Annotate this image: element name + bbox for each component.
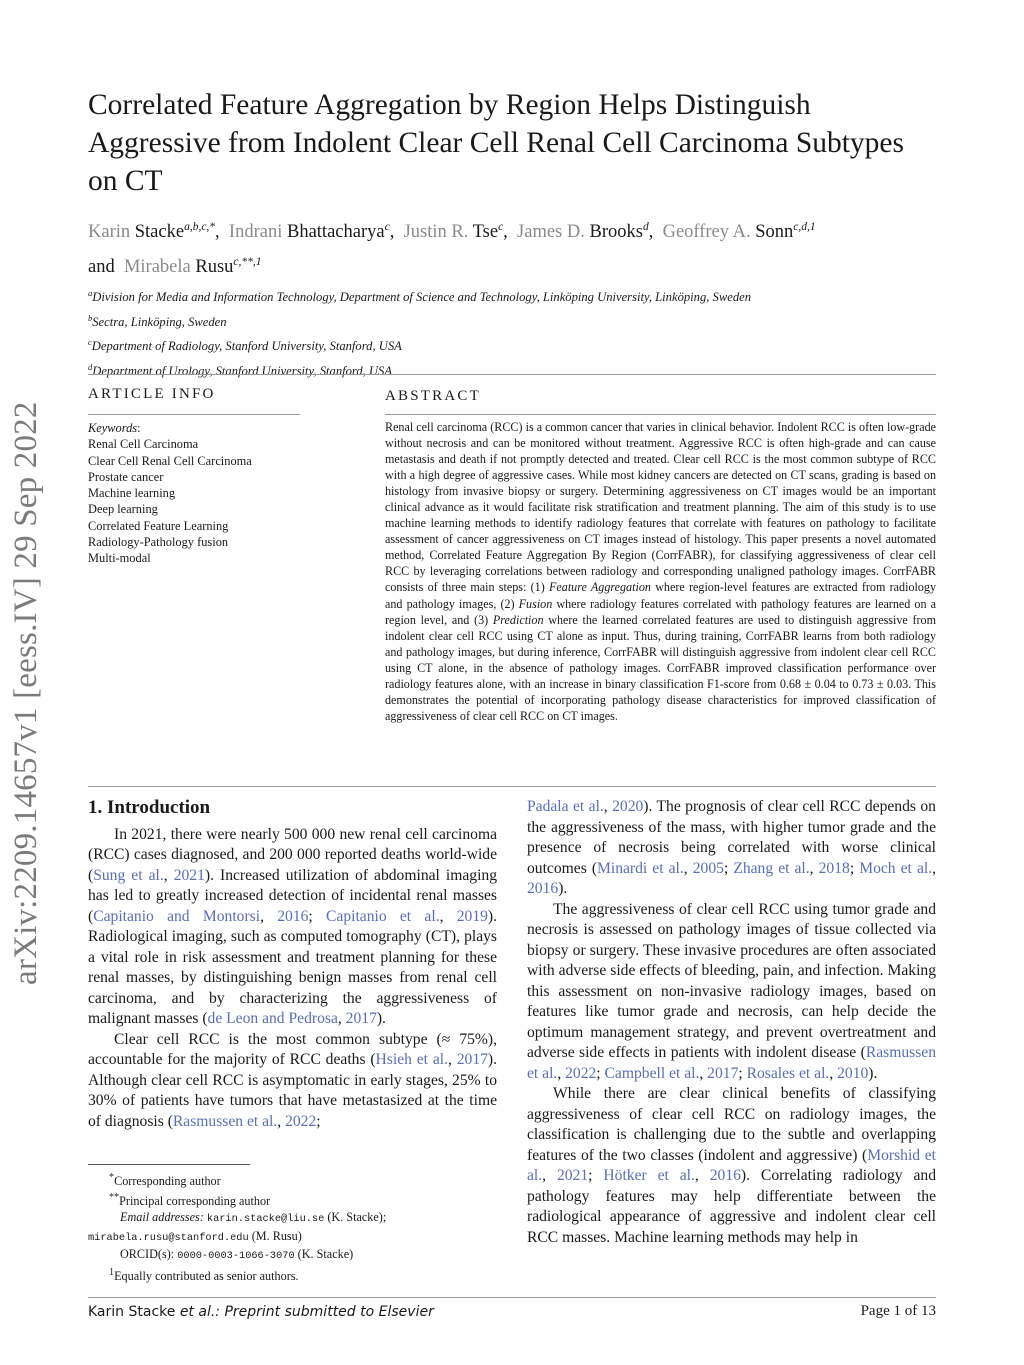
title-line: Aggressive from Indolent Clear Cell Renal Cell Carcinoma Subtypes: [88, 127, 904, 159]
paragraph-text: ).: [376, 1010, 386, 1027]
citation-link[interactable]: 2017: [345, 1010, 377, 1027]
citation-link[interactable]: 2016: [277, 907, 309, 925]
citation-link[interactable]: 2016: [527, 880, 559, 897]
paragraph: [88, 1030, 497, 1133]
article-info-heading: ARTICLE INFO: [88, 386, 216, 402]
paragraph-text: ). Correlating radiology and pathology features may help differentiate between the radiological appearance of aggressive and indolent clear cell RCC masses. Machine learning methods may help in: [527, 1167, 937, 1246]
paragraph-text: ;: [596, 1064, 605, 1082]
arxiv-identifier: arXiv:2209.14657v1 [eess.IV] 29 Sep 2022: [8, 401, 44, 985]
paragraph-text: ).: [558, 880, 568, 897]
author-affiliation-marks: c,**,1: [233, 256, 262, 269]
paragraph-text: In 2021, there were nearly 500 000 new renal cell carcinoma (RCC) cases diagnosed, and 200 000 reported deaths world-wide (: [88, 825, 497, 884]
left-column: [88, 798, 497, 1132]
paragraph-text: ,: [809, 859, 819, 877]
affiliation-list: [88, 283, 948, 382]
paragraph: [527, 1084, 936, 1248]
affiliation: $^d$Department of Urology, Stanford University, Stanford, USA: [88, 362, 393, 379]
citation-link[interactable]: Moch et al.: [859, 859, 933, 877]
author-last-name: Rusu: [195, 257, 234, 278]
keyword: Renal Cell Carcinoma: [88, 437, 199, 452]
citation-link[interactable]: Hsieh et al.: [375, 1051, 448, 1068]
citation-link[interactable]: Minardi et al.: [597, 859, 684, 877]
author-first-name: Karin: [88, 222, 131, 243]
footer-left: Karin Stacke et al.: Preprint submitted to Elsevier: [88, 1304, 434, 1320]
footnote-divider: [88, 1164, 250, 1165]
citation-link[interactable]: de Leon and Pedrosa: [207, 1010, 338, 1027]
citation-link[interactable]: 2017: [456, 1051, 488, 1068]
email-link[interactable]: karin.stacke@liu.se: [206, 1213, 325, 1226]
paragraph: [527, 900, 936, 1085]
author-list: Karin Stacke$^{a,b,c,*}$, Indrani Bhattacharya$^c$, Justin R. Tse$^c$, James D. Brooks$^d$, Geoffrey A. Sonn$^{c,d,1}$ and Mirabela Rusu$^{c,**,1}$: [88, 221, 816, 278]
article-info-divider: [88, 414, 300, 415]
citation-link[interactable]: 2019: [456, 907, 488, 925]
keyword: Correlated Feature Learning: [88, 518, 229, 533]
email-label: Email addresses:: [120, 1210, 204, 1225]
paragraph: [88, 825, 497, 1030]
paragraph-text: The aggressiveness of clear cell RCC using tumor grade and necrosis is assessed on pathology images of tissue collected via biopsy or surgery. These invasive procedures are often associated with adverse side effects of bleeding, pain, and infection. Making this assessment on non-invasive radiology images, based on features like tumor grade and necrosis, can help decide the optimum management strategy, and prevent overtreatment and adverse side effects in patients with indolent disease (: [527, 900, 936, 1061]
affiliation: $^a$Division for Media and Information Technology, Department of Science and Technology, Linköping University, Linköping, Sweden: [88, 288, 752, 305]
author-affiliation-marks: c: [498, 221, 504, 233]
author-last-name: Tse: [472, 222, 499, 243]
keyword-list: Keywords: Renal Cell Carcinoma Clear Cell Renal Cell Carcinoma Prostate cancer Machine learning Deep learning Correlated Feature Learning Radiology-Pathology fusion Multi-modal: [88, 420, 303, 567]
citation-link[interactable]: 2021: [556, 1167, 589, 1184]
footer-divider: [88, 1297, 936, 1298]
affiliation: $^b$Sectra, Linköping, Sweden: [88, 312, 227, 329]
paragraph-text: ;: [738, 1064, 747, 1082]
paragraph-text: Clear cell RCC is the most common subtype (≈ 75%), accountable for the majority of RCC deaths (: [88, 1030, 497, 1068]
principal-author-note: Principal corresponding author: [119, 1193, 271, 1208]
section-heading: 1. Introduction: [88, 797, 211, 818]
paragraph-text: ;: [723, 859, 734, 877]
citation-link[interactable]: Zhang et al.: [733, 859, 810, 877]
citation-link[interactable]: Capitanio et al.: [326, 907, 440, 925]
citation-link[interactable]: 2018: [818, 859, 850, 877]
author-affiliation-marks: d: [642, 221, 649, 233]
title-line: Correlated Feature Aggregation by Region Helps Distinguish: [88, 89, 811, 121]
paragraph-text: ,: [448, 1051, 457, 1068]
author-affiliation-marks: c: [384, 221, 390, 233]
citation-link[interactable]: Capitanio and Montorsi: [93, 907, 261, 925]
paragraph-text: ,: [932, 859, 937, 877]
author-last-name: Sonn: [755, 222, 794, 243]
citation-link[interactable]: 2020: [612, 798, 644, 815]
paragraph-text: ,: [439, 907, 457, 925]
paragraph-text: ). The prognosis of clear cell RCC depends on the aggressiveness of the mass, with higher tumor grade and the presence of necrosis being correlated with worse clinical outcomes (: [527, 798, 936, 877]
header-divider: [88, 374, 936, 375]
author-first-name: Justin R.: [403, 222, 469, 243]
right-column: [527, 797, 936, 1248]
keyword: Prostate cancer: [88, 469, 164, 484]
orcid-link[interactable]: 0000-0003-1066-3070: [177, 1250, 295, 1263]
citation-link[interactable]: Rasmussen et al.: [527, 1044, 936, 1082]
citation-link[interactable]: Sung et al.: [93, 866, 164, 884]
paragraph-text: ). Radiological imaging, such as computed tomography (CT), plays a vital role in risk assessment and treatment planning for these renal masses, by distinguishing benign masses from renal cell carcinoma, and by characterizing the aggressiveness of malignant masses (: [88, 907, 497, 1027]
author-last-name: Stacke: [134, 222, 185, 243]
abstract-heading: ABSTRACT: [385, 388, 481, 404]
author-last-name: Brooks: [589, 222, 643, 243]
citation-link[interactable]: 2005: [692, 859, 724, 877]
paragraph-text: ,: [699, 1064, 708, 1082]
author-first-name: Indrani: [228, 222, 283, 243]
author-affiliation-marks: a,b,c,*: [184, 221, 216, 233]
paragraph-text: ,: [694, 1167, 710, 1184]
paragraph-text: ;: [316, 1112, 321, 1130]
keyword: Clear Cell Renal Cell Carcinoma: [88, 453, 252, 468]
paragraph-text: While there are clear clinical benefits of classifying aggressiveness of clear cell RCC on radiology images, the classification is challenging due to the subtle and overlapping features of the two classes (indolent and aggressive) (: [527, 1085, 936, 1164]
citation-link[interactable]: 2016: [709, 1167, 741, 1184]
page-number: Page 1 of 13: [860, 1303, 936, 1319]
citation-link[interactable]: Rasmussen et al.: [172, 1112, 278, 1130]
paragraph-text: ,: [277, 1112, 286, 1130]
citation-link[interactable]: 2021: [173, 866, 205, 884]
abstract-bottom-divider: [88, 786, 936, 787]
keyword: Machine learning: [88, 486, 176, 501]
citation-link[interactable]: 2022: [285, 1112, 317, 1130]
citation-link[interactable]: Rosales et al.: [746, 1064, 830, 1082]
author-first-name: Geoffrey A.: [662, 222, 751, 243]
paragraph-text: ).: [868, 1064, 878, 1082]
abstract-divider: [385, 414, 936, 415]
title-line: on CT: [88, 165, 163, 197]
paragraph-text: ,: [603, 798, 613, 815]
paragraph-text: ). Although clear cell RCC is asymptomatic in early stages, 25% to 30% of patients have tumors that have metastasized at the time of diagnosis (: [88, 1051, 498, 1130]
paragraph-text: ,: [683, 859, 693, 877]
paragraph-text: ;: [849, 859, 860, 877]
affiliation: $^c$Department of Radiology, Stanford University, Stanford, USA: [88, 337, 402, 354]
citation-link[interactable]: Hötker et al.: [603, 1167, 695, 1184]
keyword: Deep learning: [88, 502, 158, 517]
paragraph-text: ,: [557, 1064, 566, 1082]
keywords-label: Keywords: [88, 421, 138, 435]
citation-link[interactable]: 2010: [837, 1064, 869, 1082]
paragraph-text: ,: [260, 907, 278, 925]
paragraph-text: ,: [163, 866, 174, 884]
citation-link[interactable]: 2017: [707, 1064, 739, 1082]
paragraph-text: ,: [542, 1167, 557, 1184]
paragraph-text: ,: [337, 1010, 346, 1027]
paragraph: [527, 797, 936, 900]
author-first-name: James D.: [517, 222, 585, 243]
orcid-label: ORCID(s):: [120, 1247, 178, 1262]
author-affiliation-marks: c,d,1: [793, 221, 816, 233]
paragraph-text: ,: [829, 1064, 838, 1082]
citation-link[interactable]: 2022: [565, 1064, 597, 1082]
paper-title: [88, 86, 938, 200]
citation-link[interactable]: Padala et al.: [527, 798, 604, 815]
citation-link[interactable]: Campbell et al.: [604, 1064, 700, 1082]
citation-link[interactable]: Morshid et al.: [527, 1146, 936, 1184]
keyword: Multi-modal: [88, 551, 151, 566]
paragraph-text: ;: [588, 1167, 604, 1184]
keyword: Radiology-Pathology fusion: [88, 535, 229, 550]
abstract-text: Renal cell carcinoma (RCC) is a common cancer that varies in clinical behavior. Indolent RCC is often low-grade without necrosis and can be monitored without treatment. Aggressive RCC is often high-grade and can cause metastasis and death if not promptly detected and treated. Clear cell RCC is the most common subtype of RCC with a high degree of aggressive cases. While most kidney cancers are detected on CT scans, grading is based on histology from invasive biopsy or surgery. Determining aggressiveness on CT images would be an important clinical advance as it would facilitate risk stratification and treatment planning. The aim of this study is to use machine learning methods to identify radiology features that correlate with features on pathology to facilitate assessment of cancer aggressiveness on CT images instead of histology. This paper presents a novel automated method, Correlated Feature Aggregation By Region (CorrFABR), for classifying aggressiveness of clear cell RCC by leveraging correlations between radiology and corresponding unaligned pathology images. CorrFABR consists of three main steps: (1) Feature Aggregation where region-level features are extracted from radiology and pathology images, (2) Fusion where radiology features correlated with pathology features are learned on a region level, and (3) Prediction where the learned correlated features are used to distinguish aggressive from indolent clear cell RCC using CT alone as input. Thus, during training, CorrFABR learns from both radiology and pathology images, but during inference, CorrFABR will distinguish aggressive from indolent clear cell RCC using CT alone, in the absence of pathology images. CorrFABR improved classification performance over radiology features alone, with an increase in binary classification F1-score from 0.68 ± 0.04 to 0.73 ± 0.03. This demonstrates the potential of incorporating pathology disease characteristics for improved classification of aggressiveness of clear cell RCC on CT images.: [385, 420, 936, 723]
author-last-name: Bhattacharya: [286, 222, 385, 243]
author-first-name: Mirabela: [123, 257, 191, 278]
footnotes: *Corresponding author **Principal corresponding author Email addresses: karin.stacke@liu.se (K. Stacke); mirabela.rusu@stanford.edu (M. Rusu) ORCID(s): 0000-0003-1066-3070 (K. Stacke) $^1$Equally contributed as senior authors.: [88, 1172, 387, 1283]
and-conjunction: and: [88, 257, 115, 278]
paragraph-text: ;: [308, 907, 326, 925]
corresponding-author-note: Corresponding author: [114, 1174, 221, 1189]
paragraph-text: ). Increased utilization of abdominal imaging has led to greatly increased detection of incidental renal masses (: [88, 866, 498, 925]
email-link[interactable]: mirabela.rusu@stanford.edu: [88, 1231, 249, 1244]
equal-contribution-note: Equally contributed as senior authors.: [114, 1268, 299, 1283]
